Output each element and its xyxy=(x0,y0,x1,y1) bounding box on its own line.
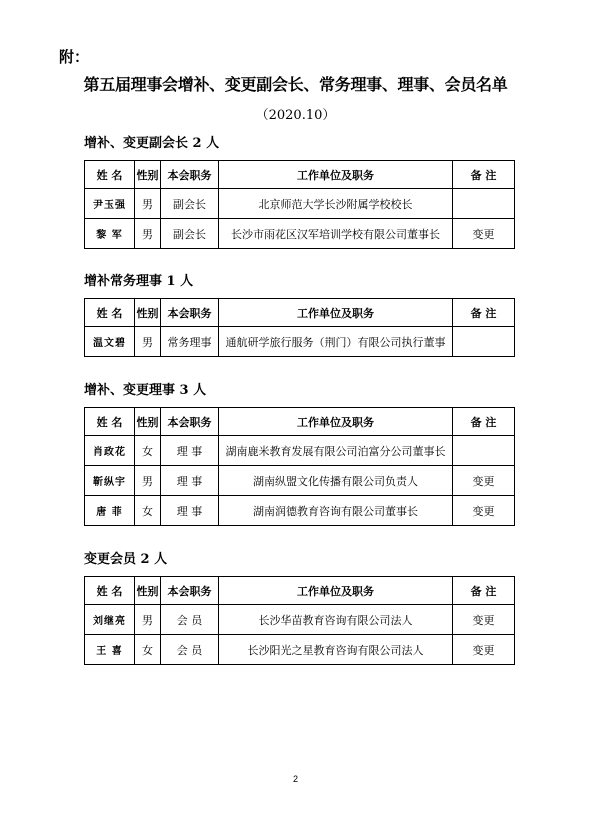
member-workplace: 通航研学旅行服务（荆门）有限公司执行董事 xyxy=(219,327,453,357)
section-title: 增补、变更副会长 2 人 xyxy=(84,136,220,151)
member-gender: 女 xyxy=(135,496,161,526)
member-position: 副会长 xyxy=(161,219,219,249)
header-workplace: 工作单位及职务 xyxy=(219,577,453,605)
member-remarks: 变更 xyxy=(453,219,515,249)
member-workplace: 长沙华苗教育咨询有限公司法人 xyxy=(219,605,453,635)
member-remarks xyxy=(453,436,515,466)
section-vice-presidents xyxy=(84,134,514,249)
attachment-label: 附： xyxy=(59,48,90,66)
member-name: 黎 军 xyxy=(85,219,135,249)
table-row xyxy=(85,189,515,219)
member-position: 会 员 xyxy=(161,605,219,635)
header-position: 本会职务 xyxy=(161,299,219,327)
members-table xyxy=(84,407,515,526)
section-directors xyxy=(84,381,514,526)
member-name: 温文碧 xyxy=(85,327,135,357)
member-gender: 男 xyxy=(135,327,161,357)
document-title: 第五届理事会增补、变更副会长、常务理事、理事、会员名单 xyxy=(83,75,508,94)
table-row xyxy=(85,635,515,665)
section-members xyxy=(84,550,514,665)
member-position: 副会长 xyxy=(161,189,219,219)
member-name: 肖政花 xyxy=(85,436,135,466)
header-name: 姓 名 xyxy=(85,408,135,436)
member-gender: 男 xyxy=(135,189,161,219)
member-position: 会 员 xyxy=(161,635,219,665)
member-position: 常务理事 xyxy=(161,327,219,357)
member-remarks xyxy=(453,327,515,357)
header-remarks: 备 注 xyxy=(453,161,515,189)
member-position: 理 事 xyxy=(161,496,219,526)
header-workplace: 工作单位及职务 xyxy=(219,299,453,327)
header-position: 本会职务 xyxy=(161,408,219,436)
member-position: 理 事 xyxy=(161,466,219,496)
members-table xyxy=(84,160,515,249)
section-title: 增补常务理事 1 人 xyxy=(84,274,194,289)
header-gender: 性别 xyxy=(135,408,161,436)
member-remarks: 变更 xyxy=(453,466,515,496)
member-name: 靳纵宇 xyxy=(85,466,135,496)
table-header-row xyxy=(85,161,515,189)
members-table xyxy=(84,298,515,357)
member-gender: 男 xyxy=(135,219,161,249)
header-position: 本会职务 xyxy=(161,161,219,189)
header-remarks: 备 注 xyxy=(453,577,515,605)
table-header-row xyxy=(85,299,515,327)
member-workplace: 长沙市雨花区汉军培训学校有限公司董事长 xyxy=(219,219,453,249)
member-name: 王 喜 xyxy=(85,635,135,665)
table-row xyxy=(85,605,515,635)
header-gender: 性别 xyxy=(135,577,161,605)
member-workplace: 长沙阳光之星教育咨询有限公司法人 xyxy=(219,635,453,665)
table-row xyxy=(85,327,515,357)
member-workplace: 湖南纵盟文化传播有限公司负责人 xyxy=(219,466,453,496)
member-gender: 男 xyxy=(135,605,161,635)
header-name: 姓 名 xyxy=(85,161,135,189)
header-name: 姓 名 xyxy=(85,299,135,327)
table-row xyxy=(85,436,515,466)
member-remarks: 变更 xyxy=(453,496,515,526)
member-remarks xyxy=(453,189,515,219)
member-name: 尹玉强 xyxy=(85,189,135,219)
section-title: 增补、变更理事 3 人 xyxy=(84,383,207,398)
members-table xyxy=(84,576,515,665)
header-name: 姓 名 xyxy=(85,577,135,605)
member-gender: 女 xyxy=(135,635,161,665)
member-position: 理 事 xyxy=(161,436,219,466)
member-remarks: 变更 xyxy=(453,635,515,665)
member-name: 刘继亮 xyxy=(85,605,135,635)
table-header-row xyxy=(85,577,515,605)
header-remarks: 备 注 xyxy=(453,299,515,327)
member-gender: 男 xyxy=(135,466,161,496)
page-number: 2 xyxy=(292,774,298,784)
section-standing-directors xyxy=(84,272,514,357)
header-workplace: 工作单位及职务 xyxy=(219,161,453,189)
member-remarks: 变更 xyxy=(453,605,515,635)
member-workplace: 湖南润德教育咨询有限公司董事长 xyxy=(219,496,453,526)
header-remarks: 备 注 xyxy=(453,408,515,436)
table-header-row xyxy=(85,408,515,436)
header-gender: 性别 xyxy=(135,299,161,327)
member-gender: 女 xyxy=(135,436,161,466)
header-workplace: 工作单位及职务 xyxy=(219,408,453,436)
document-date: （2020.10） xyxy=(255,108,336,123)
header-gender: 性别 xyxy=(135,161,161,189)
member-workplace: 湖南鹿米教育发展有限公司泊富分公司董事长 xyxy=(219,436,453,466)
header-position: 本会职务 xyxy=(161,577,219,605)
table-row xyxy=(85,496,515,526)
member-workplace: 北京师范大学长沙附属学校校长 xyxy=(219,189,453,219)
table-row xyxy=(85,219,515,249)
member-name: 唐 菲 xyxy=(85,496,135,526)
section-title: 变更会员 2 人 xyxy=(84,552,168,567)
table-row xyxy=(85,466,515,496)
